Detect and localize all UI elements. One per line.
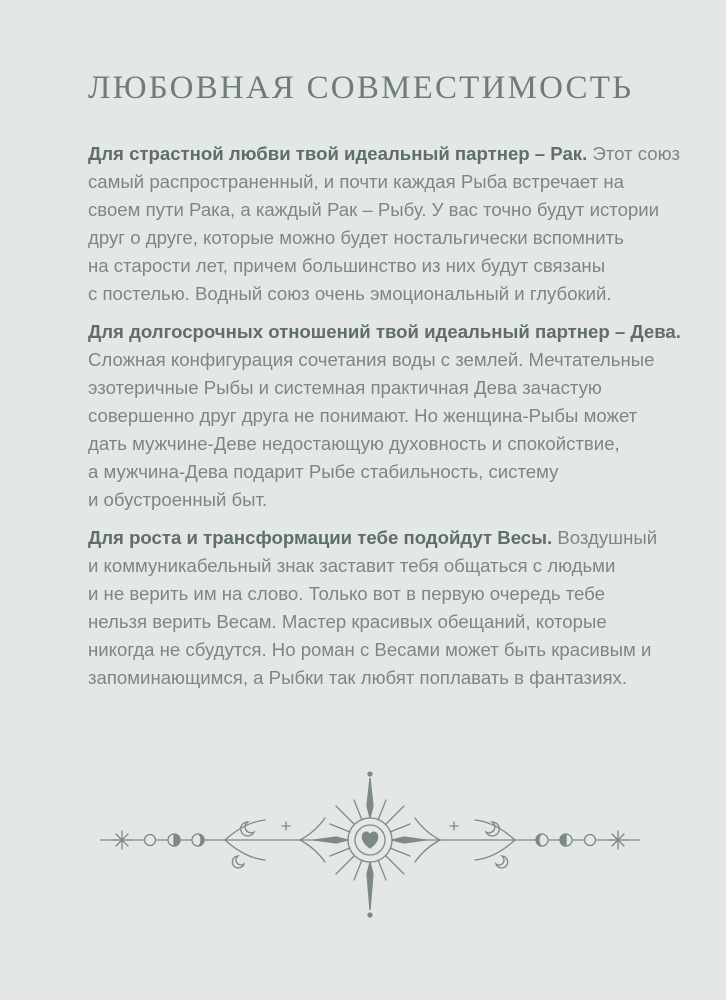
paragraph-line: и обустроенный быт. [88, 489, 268, 510]
paragraph-line: никогда не сбудутся. Но роман с Весами может быть красивым и [88, 639, 652, 660]
paragraph-vesy [88, 524, 688, 692]
paragraph-lead: Для роста и трансформации тебе подойдут Весы. [88, 527, 553, 548]
paragraph-line: самый распространенный, и почти каждая Рыба встречает на [88, 171, 624, 192]
paragraph-line [88, 318, 688, 346]
paragraph-line: своем пути Рака, а каждый Рак – Рыбу. У вас точно будут истории [88, 199, 660, 220]
page-title: ЛЮБОВНАЯ СОВМЕСТИМОСТЬ [88, 70, 634, 106]
paragraph-line: совершенно друг друга не понимают. Но женщина-Рыбы может [88, 405, 638, 426]
paragraph-line: на старости лет, причем большинство из них будут связаны [88, 255, 606, 276]
paragraph-line: запоминающимся, а Рыбки так любят поплавать в фантазиях. [88, 667, 627, 688]
paragraph-line: нельзя верить Весам. Мастер красивых обещаний, которые [88, 611, 607, 632]
paragraph-line: друг о друге, которые можно будет ностальгически вспомнить [88, 227, 624, 248]
celestial-sun-heart-ornament-icon [100, 770, 640, 930]
paragraph-line: эзотеричные Рыбы и системная практичная Дева зачастую [88, 377, 602, 398]
paragraph-line: и коммуникабельный знак заставит тебя общаться с людьми [88, 555, 616, 576]
paragraph-line: Для роста и трансформации тебе подойдут Весы. Воздушный [88, 527, 658, 548]
paragraph-lead: Для страстной любви твой идеальный партнер – Рак. [88, 143, 588, 164]
paragraph-line: Сложная конфигурация сочетания воды с землей. Мечтательные [88, 349, 655, 370]
paragraph-line: и не верить им на слово. Только вот в первую очередь тебе [88, 583, 605, 604]
paragraph-lead: Для долгосрочных отношений твой идеальный партнер – Дева. [88, 321, 681, 342]
paragraph-line: Для страстной любви твой идеальный партнер – Рак. Этот союз [88, 143, 681, 164]
paragraph-rak [88, 140, 688, 308]
paragraph-line: дать мужчине-Деве недостающую духовность и спокойствие, [88, 433, 620, 454]
paragraph-line: с постелью. Водный союз очень эмоциональный и глубокий. [88, 283, 612, 304]
paragraph-line: а мужчина-Дева подарит Рыбе стабильность, систему [88, 461, 559, 482]
paragraph-deva [88, 318, 688, 514]
